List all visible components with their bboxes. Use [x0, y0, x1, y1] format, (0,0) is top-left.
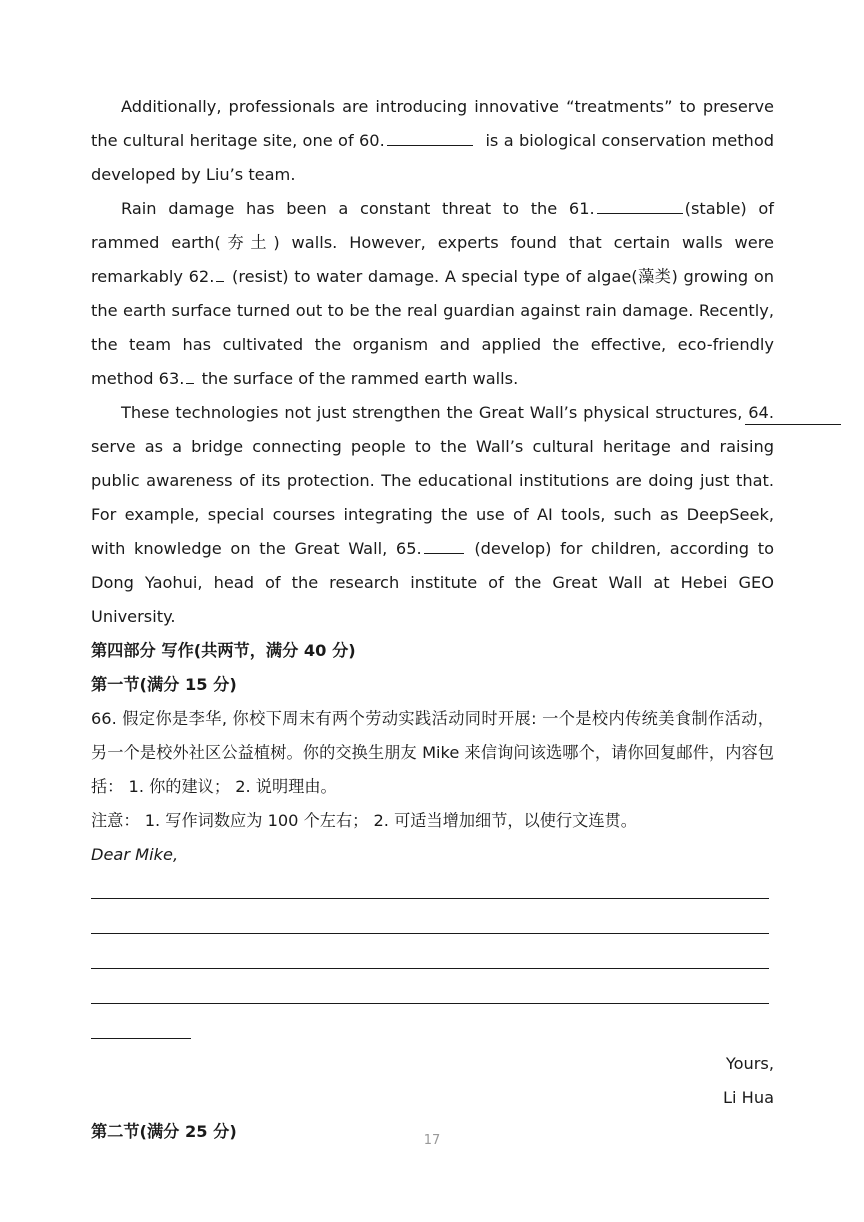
- letter-salutation: Dear Mike,: [91, 845, 179, 864]
- answer-line[interactable]: [91, 899, 769, 934]
- paragraph-61-63: [91, 192, 774, 396]
- blank-61[interactable]: [597, 195, 683, 214]
- question-66: 66. 假定你是李华, 你校下周末有两个劳动实践活动同时开展: 一个是校内传统美食制作活动，另一个是校外社区公益植树。你的交换生朋友 Mike 来信询问该选哪个，请你回复邮件，内容包括： 1. 你的建议； 2. 说明理由。: [91, 709, 774, 796]
- blank-62[interactable]: [216, 263, 224, 282]
- section2-heading: 第二节(满分 25 分): [91, 1122, 237, 1141]
- blank-60[interactable]: [387, 127, 473, 146]
- answer-line[interactable]: [91, 969, 769, 1004]
- blank-64[interactable]: [745, 414, 841, 425]
- paragraph-60-text-b: is a biological conservation method developed by Liu’s team.: [91, 131, 774, 184]
- section1-heading: 第一节(满分 15 分): [91, 675, 237, 694]
- paragraph-61-text-b: (stable) of rammed earth(夯土) walls. However, experts found that certain walls were remarkably 62.: [91, 199, 774, 286]
- blank-65[interactable]: [424, 535, 464, 554]
- page-number: 17: [423, 1133, 441, 1148]
- answer-line[interactable]: [91, 934, 769, 969]
- paragraph-64-text-a: These technologies not just strengthen the Great Wall’s physical structures, 64.: [121, 403, 774, 422]
- page-content: [91, 90, 774, 1149]
- paragraph-62-text-c: (resist) to water damage. A special type of algae(藻类) growing on the earth surface turned out to be the real guardian against rain damage. Recently, the team has cultivated the organism and applied the effective, eco-friendly method 63.: [91, 267, 775, 388]
- paragraph-60: [91, 90, 774, 192]
- blank-63[interactable]: [186, 365, 194, 384]
- writing-note: 注意： 1. 写作词数应为 100 个左右； 2. 可适当增加细节，以使行文连贯。: [91, 811, 637, 830]
- paragraph-64-text-b: serve as a bridge connecting people to the Wall’s cultural heritage and raising public awareness of its protection. The educational institutions are doing just that. For example, special courses integrating the use of AI tools, such as DeepSeek, with knowledge on the Great Wall, 65.: [91, 437, 774, 558]
- paragraph-64-65: [91, 396, 774, 634]
- paragraph-63-text-d: the surface of the rammed earth walls.: [201, 369, 519, 388]
- letter-closing: Yours,: [725, 1054, 774, 1073]
- paragraph-61-text-a: Rain damage has been a constant threat to the 61.: [121, 199, 595, 218]
- paragraph-60-text-a: Additionally, professionals are introducing innovative “treatments” to preserve the cultural heritage site, one of 60.: [91, 97, 774, 150]
- paragraph-65-text-c: (develop) for children, according to Dong Yaohui, head of the research institute of the Great Wall at Hebei GEO University.: [91, 539, 774, 626]
- answer-line[interactable]: [91, 864, 769, 899]
- answer-line-short[interactable]: [91, 1004, 191, 1039]
- letter-signature: Li Hua: [722, 1088, 774, 1107]
- part4-heading: 第四部分 写作(共两节，满分 40 分): [91, 641, 356, 660]
